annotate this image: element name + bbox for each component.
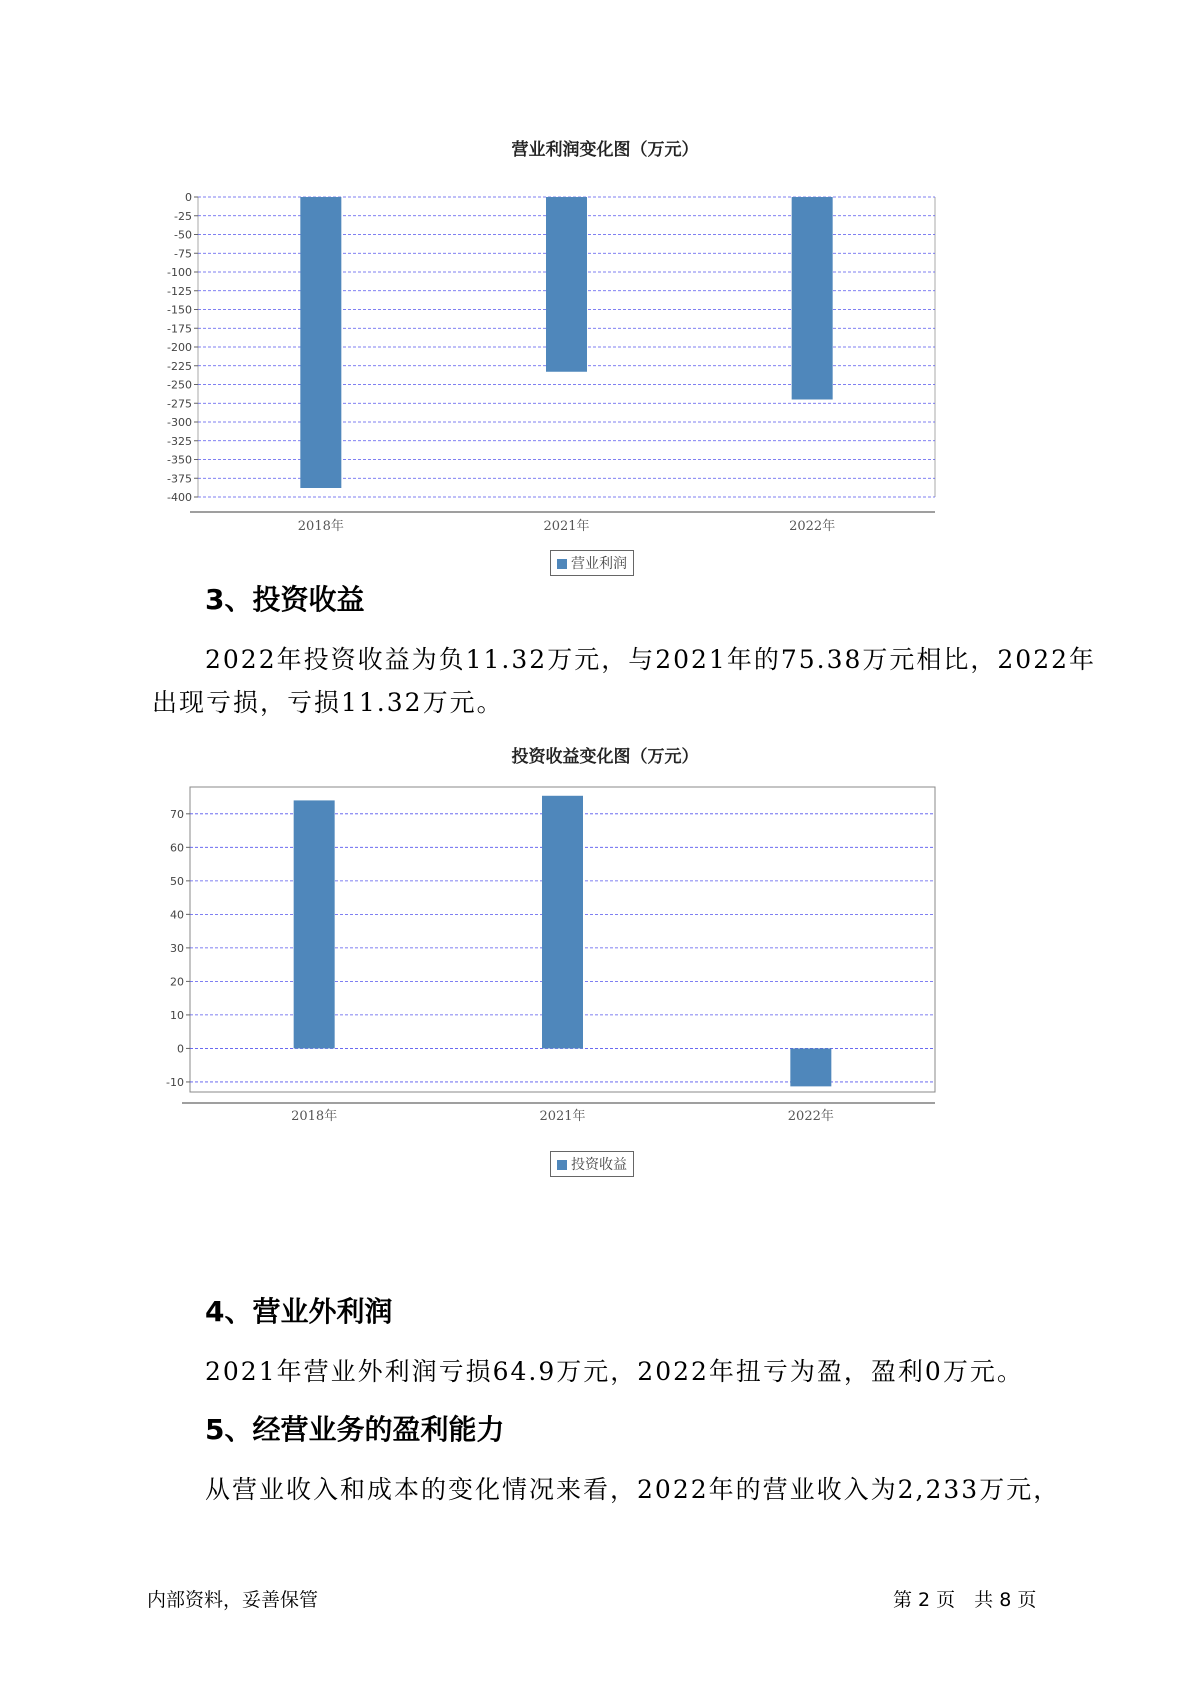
y-tick-label: -325 [167,434,192,448]
bar [792,197,833,400]
bar [542,796,583,1049]
y-tick-label: 50 [170,874,184,888]
operating-profit-chart [167,135,1020,572]
y-tick-label: -50 [174,228,192,242]
y-tick-label: -250 [167,378,192,392]
y-tick-label: 70 [170,807,184,821]
section-3-heading: 3、投资收益 [205,583,365,616]
y-tick-label: 40 [170,908,184,922]
chart1-svg [167,160,1020,545]
x-category-label: 2021年 [539,1109,586,1124]
x-category-label: 2018年 [297,519,344,534]
y-tick-label: -300 [167,416,192,429]
section-4-paragraph: 2021年营业外利润亏损64.9万元，2022年扭亏为盈，盈利0万元。 [205,1357,1024,1386]
legend-swatch [557,1160,567,1170]
x-category-label: 2022年 [789,519,836,534]
chart2-legend-label: 投资收益 [571,1157,627,1173]
y-tick-label: -25 [174,209,192,223]
footer-confidential-note: 内部资料，妥善保管 [147,1589,319,1611]
chart1-legend [550,550,634,576]
chart2-legend [550,1151,634,1177]
y-tick-label: 0 [185,191,192,204]
bar [546,197,587,372]
y-tick-label: -100 [167,266,192,279]
chart1-legend-label: 营业利润 [571,556,627,572]
bar [300,197,341,488]
chart1-title: 营业利润变化图（万元） [511,140,699,160]
y-tick-label: -75 [174,247,192,261]
y-tick-label: -400 [167,491,192,504]
x-category-label: 2018年 [291,1109,338,1124]
y-tick-label: 20 [170,975,184,989]
section-3-paragraph-line1: 2022年投资收益为负11.32万元，与2021年的75.38万元相比，2022年 [205,645,1097,674]
footer-page-number: 第 2 页 共 8 页 [893,1589,1037,1611]
y-tick-label: 10 [170,1008,184,1022]
y-tick-label: -350 [167,453,192,467]
legend-swatch [557,559,567,569]
x-category-label: 2021年 [543,519,590,534]
y-tick-label: -150 [167,303,192,317]
investment-income-chart [166,742,1020,1173]
chart2-svg [166,767,1020,1147]
x-category-label: 2022年 [787,1109,834,1124]
y-tick-label: -225 [167,359,192,373]
y-tick-label: 60 [170,841,184,855]
y-tick-label: -375 [167,472,192,486]
section-3-paragraph-line2: 出现亏损，亏损11.32万元。 [152,688,504,717]
chart2-title: 投资收益变化图（万元） [511,747,699,767]
y-tick-label: -10 [166,1075,184,1089]
section-5-heading: 5、经营业务的盈利能力 [205,1413,505,1446]
y-tick-label: -275 [167,397,192,411]
y-tick-label: 30 [170,941,184,955]
y-tick-label: -175 [167,322,192,336]
section-4-heading: 4、营业外利润 [205,1295,393,1328]
y-tick-label: -125 [167,284,192,298]
bar [294,800,335,1048]
section-5-paragraph: 从营业收入和成本的变化情况来看，2022年的营业收入为2,233万元， [205,1475,1061,1504]
y-tick-label: 0 [177,1042,184,1056]
y-tick-label: -200 [167,341,192,354]
bar [790,1048,831,1086]
